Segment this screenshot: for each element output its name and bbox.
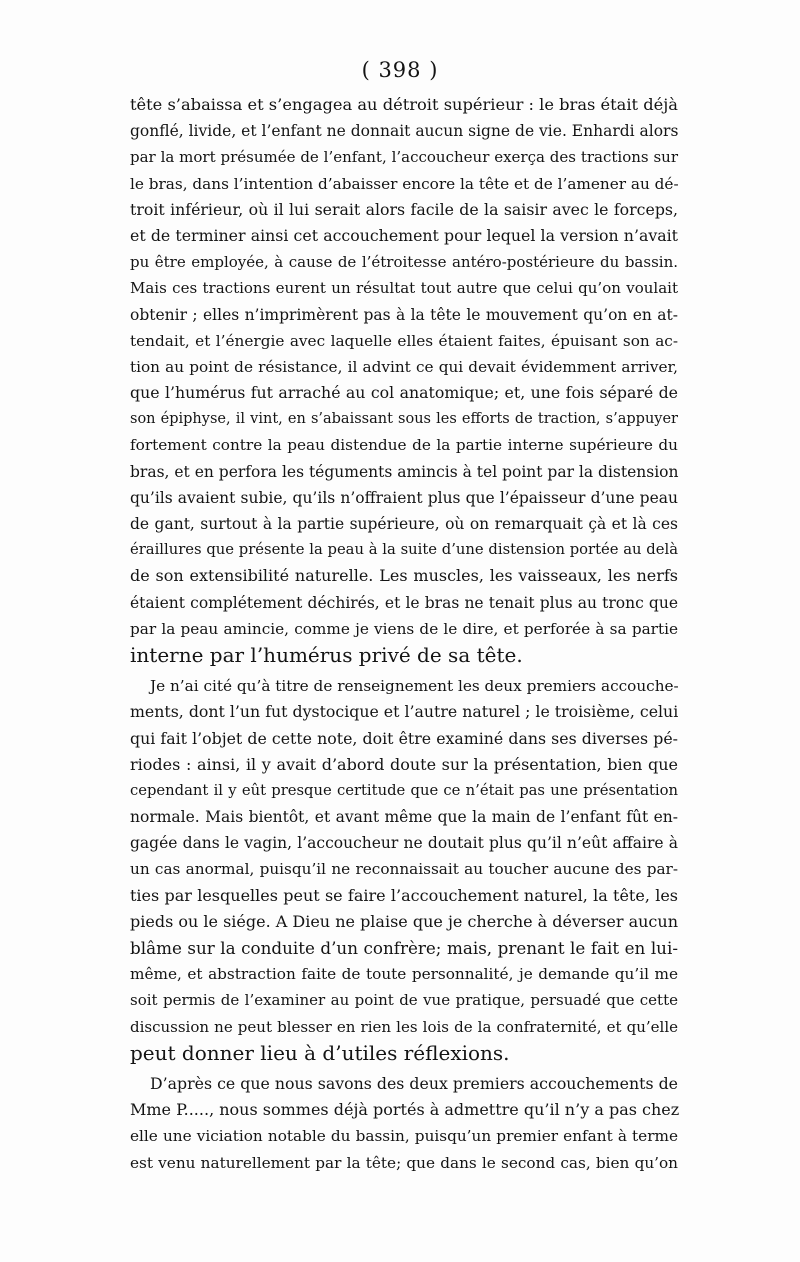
text-line: D’après ce que nous savons des deux premiers accouchements de [150,1073,678,1093]
text-line: gagée dans le vagin, l’accoucheur ne doutait plus qu’il n’eût affaire à [130,834,678,853]
text-line: elle une viciation notable du bassin, puisqu’un premier enfant à terme [130,1127,678,1146]
text-line: pieds ou le siége. A Dieu ne plaise que je cherche à déverser aucun [130,911,678,931]
text-line: gonflé, livide, et l’enfant ne donnait aucun signe de vie. Enhardi alors [130,122,679,141]
text-line: ties par lesquelles peut se faire l’accouchement naturel, la tête, les [130,885,678,905]
text-line: fortement contre la peau distendue de la partie interne supérieure du [130,436,678,455]
text-line: bras, et en perfora les téguments amincis à tel point par la distension [130,462,679,481]
paragraph-2 [130,673,678,1066]
text-line: par la mort présumée de l’enfant, l’accoucheur exerça des tractions sur [130,148,678,167]
paragraph-3 [130,1071,678,1176]
text-line: qu’ils avaient subie, qu’ils n’offraient plus que l’épaisseur d’une peau [130,488,678,507]
text-line: obtenir ; elles n’imprimèrent pas à la tête le mouvement qu’on en at- [130,305,678,324]
text-line: ments, dont l’un fut dystocique et l’autre naturel ; le troisième, celui [130,702,679,722]
text-line: son épiphyse, il vint, en s’abaissant sous les efforts de traction, s’appuyer [130,411,678,428]
text-line: peut donner lieu à d’utiles réflexions. [130,1040,510,1065]
text-line: discussion ne peut blesser en rien les lois de la confraternité, et qu’elle [130,1017,678,1036]
text-line: un cas anormal, puisqu’il ne reconnaissait au toucher aucune des par- [130,860,678,879]
text-line: normale. Mais bientôt, et avant même que la main de l’enfant fût en- [130,808,678,827]
text-line: troit inférieur, où il lui serait alors facile de la saisir avec le forceps, [130,199,678,219]
text-line: de son extensibilité naturelle. Les muscles, les vaisseaux, les nerfs [130,566,678,586]
text-line: éraillures que présente la peau à la suite d’une distension portée au delà [130,541,678,559]
text-line: étaient complétement déchirés, et le bras ne tenait plus au tronc que [130,593,678,612]
text-line: le bras, dans l’intention d’abaisser encore la tête et de l’amener au dé- [130,174,679,193]
text-line: et de terminer ainsi cet accouchement pour lequel la version n’avait [130,225,678,245]
text-line: que l’humérus fut arraché au col anatomique; et, une fois séparé de [130,383,678,403]
text-line: interne par l’humérus privé de sa tête. [130,642,523,667]
text-line: de gant, surtout à la partie supérieure, où on remarquait çà et là ces [130,515,678,533]
text-line: soit permis de l’examiner au point de vue pratique, persuadé que cette [130,991,678,1010]
text-line: par la peau amincie, comme je viens de le dire, et perforée à sa partie [130,619,678,638]
text-line: blâme sur la conduite d’un confrère; mais, prenant le fait en lui- [130,938,678,958]
text-line: tion au point de résistance, il advint ce qui devait évidemment arriver, [130,357,678,376]
text-line: Je n’ai cité qu’à titre de renseignement les deux premiers accouche- [150,677,679,696]
text-line: même, et abstraction faite de toute personnalité, je demande qu’il me [130,965,678,984]
text-line: est venu naturellement par la tête; que dans le second cas, bien qu’on [130,1153,678,1172]
text-line: tendait, et l’énergie avec laquelle elles étaient faites, épuisant son ac- [130,331,678,350]
text-line: cependant il y eût presque certitude que ce n’était pas une présentation [130,781,678,799]
text-line: riodes : ainsi, il y avait d’abord doute sur la présentation, bien que [130,754,678,774]
text-line: Mais ces tractions eurent un résultat tout autre que celui qu’on voulait [130,279,678,298]
paragraph-1 [130,92,678,668]
text-line: Mme P....., nous sommes déjà portés à admettre qu’il n’y a pas chez [130,1100,680,1120]
text-line: qui fait l’objet de cette note, doit être examiné dans ses diverses pé- [130,728,678,748]
body-text [130,92,678,1176]
page-number: ( 398 ) [361,58,439,82]
text-line: tête s’abaissa et s’engagea au détroit supérieur : le bras était déjà [130,95,678,114]
text-line: pu être employée, à cause de l’étroitesse antéro-postérieure du bassin. [130,253,678,272]
